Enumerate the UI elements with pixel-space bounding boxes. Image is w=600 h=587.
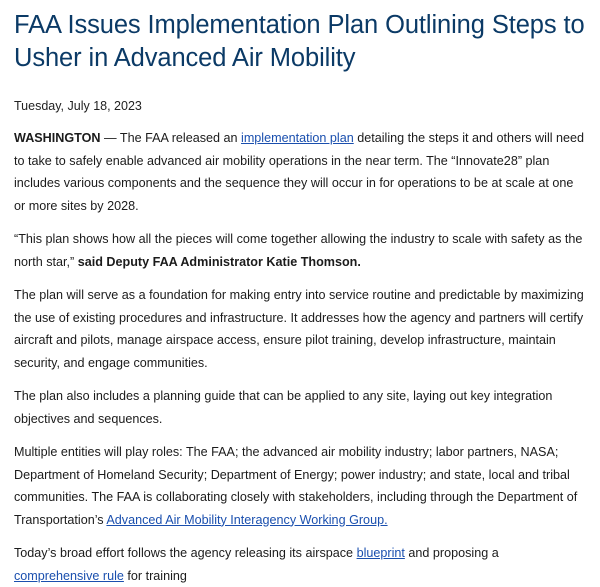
paragraph-foundation: The plan will serve as a foundation for making entry into service routine and predictable by maximizing the use of existing procedures and infrastructure. It addresses how the agency and partners will certify aircraft and pilots, manage airspace access, ensure pilot training, develop infrastructure, maintain security, and engage communities. [14, 288, 584, 370]
comprehensive-rule-link[interactable]: comprehensive rule [14, 568, 124, 583]
paragraph-planning-guide: The plan also includes a planning guide that can be applied to any site, laying out key integration objectives and sequences. [14, 389, 553, 426]
quote-attribution: said Deputy FAA Administrator Katie Thomson. [77, 254, 361, 269]
quote-text: “This plan shows how all the pieces will come together allowing the industry to scale with safety as the north star,” [14, 232, 583, 269]
paragraph-broad-effort [14, 542, 586, 587]
paragraph-intro [14, 127, 586, 217]
implementation-plan-link[interactable]: implementation plan [241, 131, 354, 145]
broad-effort-text-1: Today’s broad effort follows the agency releasing its airspace [14, 546, 357, 560]
broad-effort-text-3: for training [123, 568, 187, 583]
entities-text: Multiple entities will play roles: The FAA; the advanced air mobility industry; labor partners, NASA; Department of Homeland Security; Department of Energy; power industry; and state, local and tribal communities. The FAA is collaborating closely with stakeholders, including through the Department of Transportation’s [14, 445, 578, 527]
paragraph-entities [14, 441, 586, 531]
publish-date: Tuesday, July 18, 2023 [14, 99, 142, 113]
aam-working-group-link[interactable]: Advanced Air Mobility Interagency Working Group. [106, 512, 388, 527]
blueprint-link[interactable]: blueprint [356, 546, 405, 560]
article-headline: FAA Issues Implementation Plan Outlining Steps to Usher in Advanced Air Mobility [14, 11, 585, 72]
intro-text-2: detailing the steps it and others will need to take to safely enable advanced air mobility operations in the near term. The “Innovate28” plan includes various components and the sequence they will occur in for operations to be at scale at one or more sites by 2028. [14, 131, 585, 213]
broad-effort-text-2: and proposing a [404, 546, 499, 560]
paragraph-quote [14, 228, 586, 273]
dateline: WASHINGTON [14, 131, 101, 145]
intro-text-1: — The FAA released an [100, 131, 242, 145]
